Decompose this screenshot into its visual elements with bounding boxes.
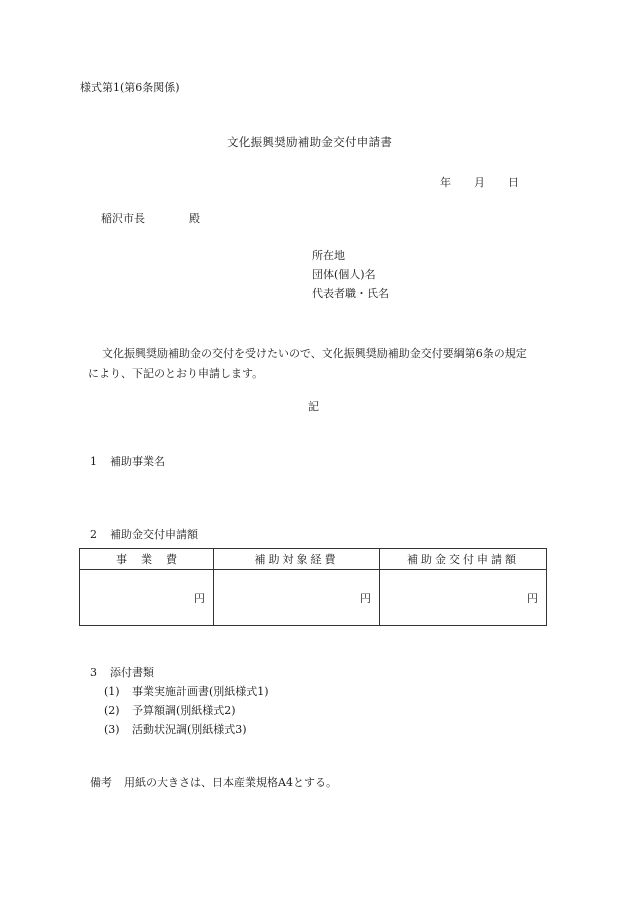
amount-table (79, 548, 547, 626)
header-project-cost: 事業費 (80, 549, 214, 570)
applicant-representative-label: 代表者職・氏名 (312, 287, 389, 300)
section-2-label: 補助金交付申請額 (110, 528, 198, 541)
date-line (440, 177, 519, 188)
table-header-row (80, 549, 547, 570)
section-1-label: 補助事業名 (110, 455, 165, 468)
section-2-number: 2 (90, 528, 97, 541)
addressee (101, 213, 200, 224)
attachment-text: 活動状況調(別紙様式3) (132, 723, 247, 736)
remark (90, 777, 337, 788)
applicant-address-label: 所在地 (312, 249, 345, 262)
yen-unit: 円 (194, 591, 205, 605)
attachment-text: 予算額調(別紙様式2) (132, 704, 236, 717)
attachment-number: (3) (104, 723, 120, 736)
attachment-text: 事業実施計画書(別紙様式1) (132, 685, 269, 698)
section-3-heading (90, 667, 154, 678)
ki-marker: 記 (308, 400, 319, 413)
section-1-number: 1 (90, 455, 97, 468)
yen-unit: 円 (527, 591, 538, 605)
section-3-number: 3 (90, 666, 97, 679)
cell-grant-requested[interactable] (380, 570, 547, 626)
addressee-name: 稲沢市長 (101, 212, 145, 225)
applicant-organization-label: 団体(個人)名 (312, 268, 376, 281)
attachment-item (104, 705, 236, 716)
header-eligible-expenses: 補助対象経費 (214, 549, 380, 570)
body-paragraph (88, 344, 558, 384)
attachment-item (104, 724, 247, 735)
attachment-number: (1) (104, 685, 120, 698)
body-line-1: 文化振興奨励補助金の交付を受けたいので、文化振興奨励補助金交付要綱第6条の規定 (102, 347, 527, 360)
section-3-label: 添付書類 (110, 666, 154, 679)
section-1-heading (90, 456, 165, 467)
cell-project-cost[interactable] (80, 570, 214, 626)
day-label: 日 (508, 176, 519, 189)
section-2-heading (90, 529, 198, 540)
table-row (80, 570, 547, 626)
body-line-2: により、下記のとおり申請します。 (88, 367, 264, 380)
month-label: 月 (474, 176, 485, 189)
remark-text: 用紙の大きさは、日本産業規格A4とする。 (124, 776, 337, 789)
form-number: 様式第1(第6条関係) (80, 81, 180, 94)
attachment-number: (2) (104, 704, 120, 717)
year-label: 年 (440, 176, 451, 189)
yen-unit: 円 (360, 591, 371, 605)
cell-eligible-expenses[interactable] (214, 570, 380, 626)
addressee-honorific: 殿 (189, 212, 200, 225)
attachment-item (104, 686, 269, 697)
header-grant-requested: 補助金交付申請額 (380, 549, 547, 570)
remark-label: 備考 (90, 776, 112, 789)
document-title: 文化振興奨励補助金交付申請書 (227, 135, 393, 149)
